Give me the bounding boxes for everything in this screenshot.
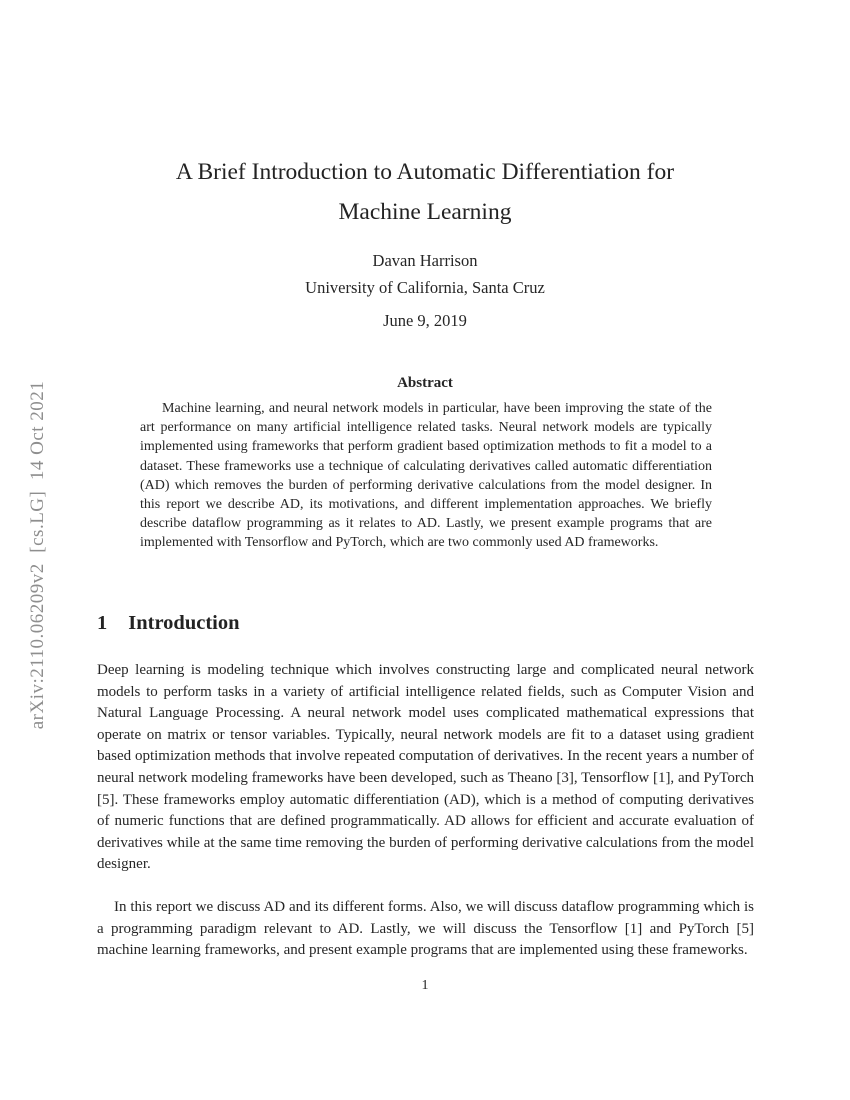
author-affiliation: University of California, Santa Cruz [305,278,545,297]
section-title: Introduction [128,612,240,634]
section-heading-introduction [97,612,240,635]
paper-title-line2: Machine Learning [338,199,512,225]
author-block [0,247,850,301]
introduction-paragraph-2: In this report we discuss AD and its different forms. Also, we will discuss dataflow programming which is a programming paradigm relevant to AD. Lastly, we will discuss the Tensorflow [1] and PyTorch [5] machine learning frameworks, and present example programs that are implemented using these frameworks. [97,899,754,959]
abstract-heading: Abstract [397,375,453,391]
section-number: 1 [97,612,108,634]
paper-date: June 9, 2019 [383,311,467,330]
author-name: Davan Harrison [372,251,478,270]
paper-title-line1: A Brief Introduction to Automatic Differentiation for [175,159,675,185]
abstract-text: Machine learning, and neural network models in particular, have been improving the state of the art performance on many artificial intelligence related tasks. Neural network models are typically implemented using frameworks that perform gradient based optimization methods to fit a model to a dataset. These frameworks use a technique of calculating derivatives called automatic differentiation (AD) which removes the burden of performing derivative calculations from the model designer. In this report we describe AD, its motivations, and different implementation approaches. We briefly describe dataflow programming as it relates to AD. Lastly, we present example programs that are implemented with Tensorflow and PyTorch, which are two commonly used AD frameworks. [140,401,712,551]
page-number: 1 [421,978,429,993]
arxiv-watermark: arXiv:2110.06209v2 [cs.LG] 14 Oct 2021 [27,380,48,730]
introduction-paragraph-1: Deep learning is modeling technique which involves constructing large and complicated neural network models to perform tasks in a variety of artificial intelligence related fields, such as Computer Vision and Natural Language Processing. A neural network model uses complicated mathematical expressions that operate on matrix or tensor variables. Typically, neural network models are fit to a dataset using gradient based optimization methods that involve repeated computation of derivatives. In the recent years a number of neural network modeling frameworks have been developed, such as Theano [3], Tensorflow [1], and PyTorch [5]. These frameworks employ automatic differentiation (AD), which is a method of computing derivatives of numeric functions that are defined programmatically. AD allows for efficient and accurate evaluation of derivatives while at the same time removing the burden of performing derivative calculations from the model designer. [97,662,754,873]
paper-title [0,152,850,232]
